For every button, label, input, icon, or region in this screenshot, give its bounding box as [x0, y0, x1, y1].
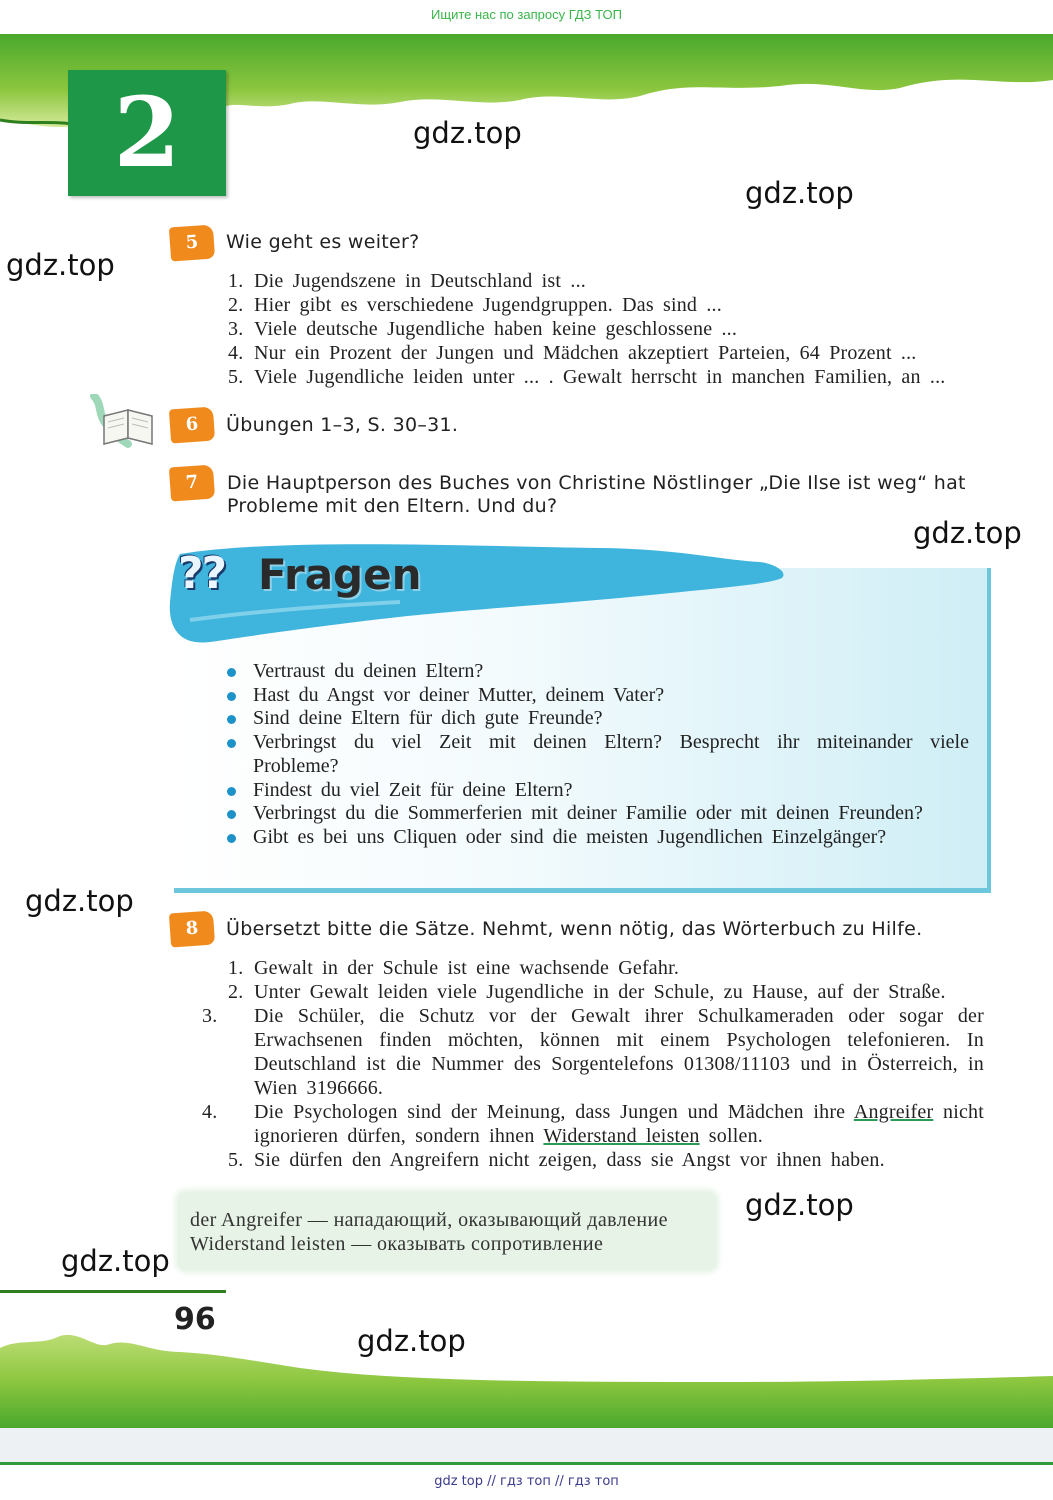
fragen-brush-stroke: [160, 532, 795, 652]
page-gap: [0, 1428, 1053, 1462]
top-search-banner[interactable]: Ищите нас по запросу ГДЗ ТОП: [431, 7, 622, 22]
divider: [0, 1462, 1053, 1465]
bottom-links[interactable]: gdz top // гдз топ // гдз топ: [434, 1474, 619, 1489]
list-item: 3. Die Schüler, die Schutz vor der Gewalt ihrer Schulkameraden oder sogar der Erwachsenen finden möchten, können mit einem Psychologen telefonieren. In Deutschland ist die Nummer des Sorgentelefons 01308/11103 und in Österreich, in Wien 3196666.: [202, 1005, 984, 1099]
watermark: gdz.top: [357, 1324, 466, 1358]
list-item: Vertraust du deinen Eltern?: [227, 660, 969, 684]
list-item: Hast du Angst vor deiner Mutter, deinem Vater?: [227, 684, 969, 708]
task-number-badge: 6: [169, 407, 215, 444]
vocab-entry: Widerstand leisten — оказывать сопротивление: [190, 1233, 604, 1255]
watermark: gdz.top: [61, 1244, 170, 1278]
task-text: Probleme mit den Eltern. Und du?: [227, 495, 558, 517]
book-icon: [88, 394, 162, 452]
vocabulary-box: [178, 1192, 716, 1270]
task-text: Übungen 1–3, S. 30–31.: [226, 414, 459, 436]
list-item: 3. Viele deutsche Jugendliche haben keine geschlossene ...: [228, 318, 738, 340]
list-item: 4. Die Psychologen sind der Meinung, dass Jungen und Mädchen ihre Angreifer nicht ignorieren dürfen, sondern ihnen Widerstand leisten sollen.: [202, 1101, 984, 1147]
task8-list: [202, 956, 984, 1172]
list-item: Findest du viel Zeit für deine Eltern?: [227, 779, 969, 803]
task-number-badge: 7: [169, 465, 215, 502]
list-item: 5. Viele Jugendliche leiden unter ... . Gewalt herrscht in manchen Familien, an ...: [228, 366, 946, 388]
list-item: 5. Sie dürfen den Angreifern nicht zeigen, dass sie Angst vor ihnen haben.: [228, 1149, 885, 1171]
fragen-list: [227, 660, 969, 850]
list-item: 2. Hier gibt es verschiedene Jugendgruppen. Das sind ...: [228, 294, 722, 316]
watermark: gdz.top: [745, 176, 854, 210]
task-number-badge: 5: [169, 225, 215, 262]
list-item: Verbringst du die Sommerferien mit deiner Familie oder mit deinen Freunden?: [227, 802, 969, 826]
divider: [0, 1290, 226, 1293]
watermark: gdz.top: [745, 1188, 854, 1222]
task-title: Wie geht es weiter?: [226, 231, 420, 253]
task-text: Die Hauptperson des Buches von Christine Nöstlinger „Die Ilse ist weg“ hat: [227, 472, 966, 494]
underlined-term: Angreifer: [853, 1101, 934, 1123]
watermark: gdz.top: [413, 116, 522, 150]
task-number-badge: 8: [169, 911, 215, 948]
fragen-title: Fragen: [258, 550, 422, 599]
watermark: gdz.top: [25, 884, 134, 918]
watermark: gdz.top: [913, 516, 1022, 550]
page-number: 96: [174, 1302, 216, 1337]
list-item: Gibt es bei uns Cliquen oder sind die meisten Jugendlichen Einzelgänger?: [227, 826, 969, 850]
list-item: 1. Gewalt in der Schule ist eine wachsende Gefahr.: [228, 957, 680, 979]
list-item: 2. Unter Gewalt leiden viele Jugendliche in der Schule, zu Hause, auf der Straße.: [228, 981, 946, 1003]
bottom-grass-decoration: [0, 1326, 1053, 1436]
list-item: Verbringst du viel Zeit mit deinen Eltern? Besprecht ihr miteinander viele Probleme?: [227, 731, 969, 778]
list-item: 1. Die Jugendszene in Deutschland ist ...: [228, 270, 586, 292]
task-title: Übersetzt bitte die Sätze. Nehmt, wenn nötig, das Wörterbuch zu Hilfe.: [226, 918, 923, 940]
task5-list: [228, 269, 988, 389]
question-marks: ??: [178, 548, 226, 599]
vocab-entry: der Angreifer — нападающий, оказывающий давление: [190, 1209, 668, 1231]
list-item: 4. Nur ein Prozent der Jungen und Mädchen akzeptiert Parteien, 64 Prozent ...: [228, 342, 917, 364]
chapter-number-badge: 2: [68, 70, 226, 196]
watermark: gdz.top: [6, 248, 115, 282]
underlined-term: Widerstand leisten: [543, 1125, 700, 1147]
list-item: Sind deine Eltern für dich gute Freunde?: [227, 707, 969, 731]
